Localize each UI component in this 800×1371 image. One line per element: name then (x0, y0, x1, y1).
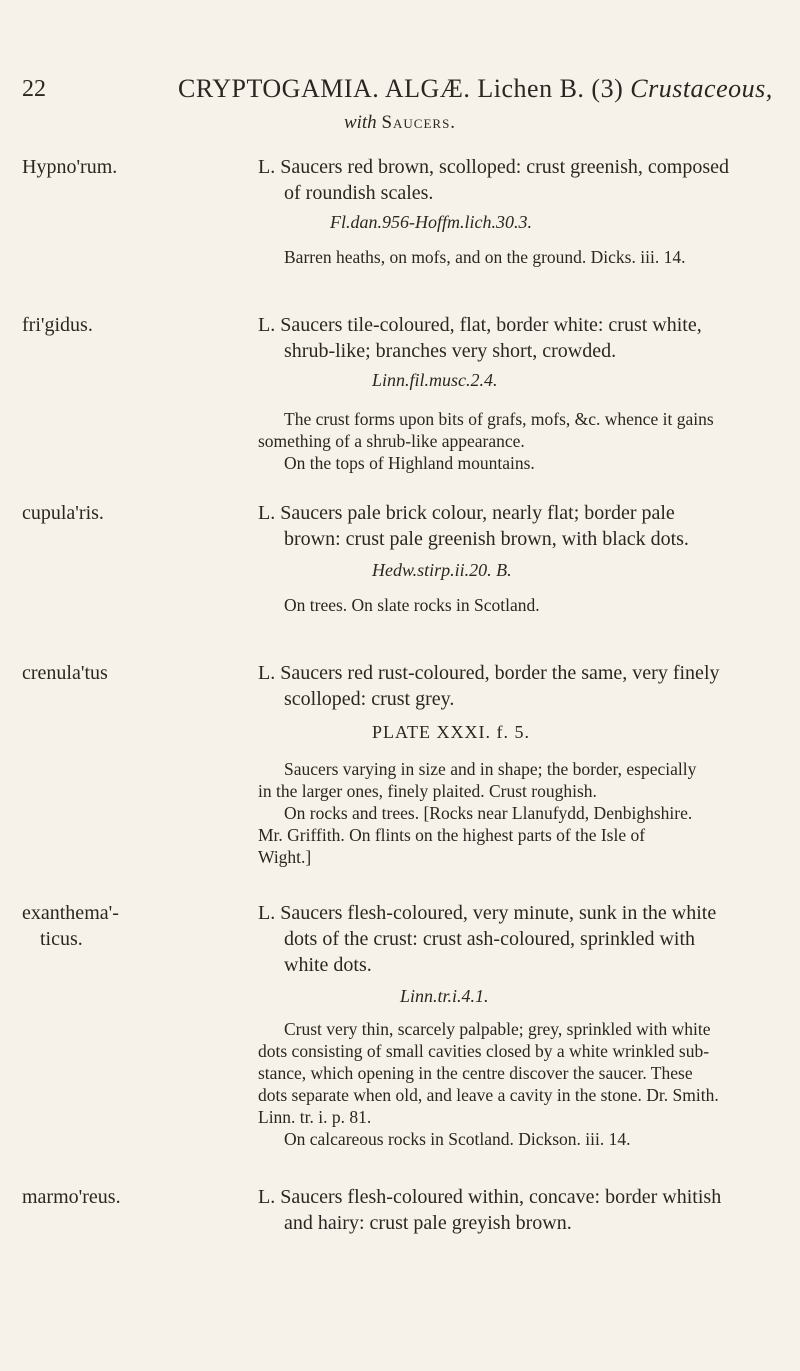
species-ref-cupularis: Hedw.stirp.ii.20. B. (372, 560, 512, 580)
species-desc-marmoreus (258, 1184, 778, 1236)
name-part: ticus. (40, 928, 83, 950)
species-name-marmoreus: marmo'reus. (22, 1186, 121, 1208)
note-line: The crust forms upon bits of grafs, mofs, &c. whence it gains (284, 409, 714, 429)
species-desc-crenulatus (258, 660, 778, 712)
species-name-cupularis: cupula'ris. (22, 502, 104, 524)
species-name-crenulatus: crenula'tus (22, 662, 108, 684)
desc-line: L. Saucers flesh-coloured within, concave: border whitish (258, 1186, 722, 1208)
note-line: Mr. Griffith. On flints on the highest parts of the Isle of (258, 825, 646, 845)
desc-line: L. Saucers red brown, scolloped: crust greenish, composed (258, 156, 729, 178)
running-head-main: CRYPTOGAMIA. ALGÆ. Lichen B. (3) (178, 74, 624, 103)
subhead-italic: with (343, 112, 377, 133)
species-ref-frigidus: Linn.fil.musc.2.4. (372, 370, 498, 390)
note-line: stance, which opening in the centre discover the saucer. These (258, 1063, 693, 1083)
species-note-cupularis (258, 594, 778, 616)
species-desc-cupularis (258, 500, 778, 552)
species-desc-exanthematicus (258, 900, 778, 978)
species-name-exanthematicus (22, 900, 119, 952)
desc-line: L. Saucers pale brick colour, nearly flat; border pale (258, 502, 675, 524)
subhead-smallcaps: Saucers. (381, 112, 457, 133)
note-line: Saucers varying in size and in shape; the border, especially (284, 759, 697, 779)
desc-line: white dots. (284, 954, 372, 976)
species-desc-frigidus (258, 312, 778, 364)
note-line: in the larger ones, finely plaited. Crust roughish. (258, 781, 597, 801)
species-name-frigidus: fri'gidus. (22, 314, 93, 336)
species-desc-hypnorum (258, 154, 778, 206)
species-note-crenulatus (258, 758, 778, 868)
species-note-hypnorum (258, 246, 778, 268)
desc-line: of roundish scales. (284, 182, 434, 204)
note-line: On the tops of Highland mountains. (284, 453, 535, 473)
page-number: 22 (22, 76, 46, 102)
running-head (178, 74, 773, 104)
desc-line: brown: crust pale greenish brown, with black dots. (284, 528, 689, 550)
note-line: On rocks and trees. [Rocks near Llanufydd, Denbighshire. (284, 803, 693, 823)
note-line: On calcareous rocks in Scotland. Dickson. iii. 14. (284, 1129, 631, 1149)
species-note-exanthematicus (258, 1018, 778, 1150)
note-line: Barren heaths, on mofs, and on the ground. Dicks. iii. 14. (284, 247, 686, 267)
note-line: Linn. tr. i. p. 81. (258, 1107, 372, 1127)
species-note-frigidus (258, 408, 778, 474)
note-line: dots consisting of small cavities closed by a white wrinkled sub- (258, 1041, 710, 1061)
species-ref-hypnorum: Fl.dan.956-Hoffm.lich.30.3. (330, 212, 532, 232)
note-line: On trees. On slate rocks in Scotland. (284, 595, 540, 615)
desc-line: scolloped: crust grey. (284, 688, 455, 710)
note-line: something of a shrub-like appearance. (258, 431, 525, 451)
desc-line: shrub-like; branches very short, crowded. (284, 340, 617, 362)
desc-line: and hairy: crust pale greyish brown. (284, 1212, 572, 1234)
note-line: dots separate when old, and leave a cavity in the stone. Dr. Smith. (258, 1085, 719, 1105)
species-ref-exanthematicus: Linn.tr.i.4.1. (400, 986, 489, 1006)
plate-reference: PLATE XXXI. f. 5. (372, 722, 530, 742)
section-subhead (0, 112, 800, 134)
name-part: exanthema'- (22, 902, 119, 924)
desc-line: L. Saucers flesh-coloured, very minute, sunk in the white (258, 902, 717, 924)
running-head-italic: Crustaceous, (630, 74, 773, 103)
desc-line: dots of the crust: crust ash-coloured, sprinkled with (284, 928, 696, 950)
note-line: Wight.] (258, 847, 312, 867)
desc-line: L. Saucers red rust-coloured, border the same, very finely (258, 662, 720, 684)
desc-line: L. Saucers tile-coloured, flat, border white: crust white, (258, 314, 702, 336)
species-name-hypnorum: Hypno'rum. (22, 156, 118, 178)
note-line: Crust very thin, scarcely palpable; grey, sprinkled with white (284, 1019, 711, 1039)
